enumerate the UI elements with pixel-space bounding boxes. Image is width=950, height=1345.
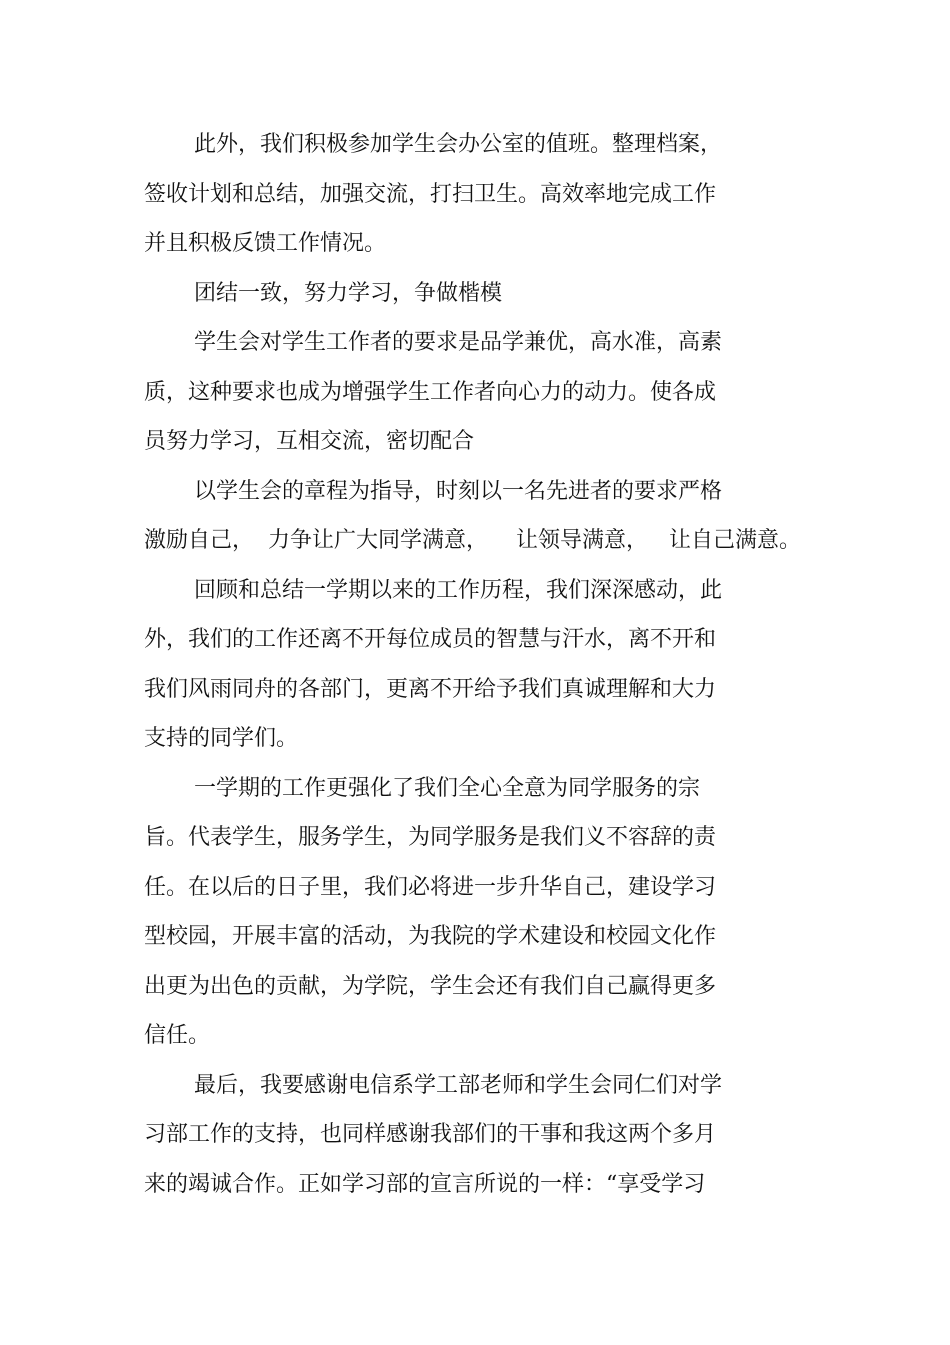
paragraph-line: 激励自己， 力争让广大同学满意， 让领导满意， 让自己满意。: [144, 528, 801, 553]
document-body: [144, 120, 804, 1209]
paragraph-line: 来的竭诚合作。正如学习部的宣言所说的一样：“享受学习: [144, 1171, 706, 1197]
paragraph-line: 员努力学习，互相交流，密切配合: [144, 429, 475, 454]
paragraph-line: 以学生会的章程为指导，时刻以一名先进者的要求严格: [194, 478, 723, 504]
paragraph-line: 习部工作的支持，也同样感谢我部们的干事和我这两个多月: [144, 1122, 717, 1147]
paragraph-line: 并且积极反馈工作情况。: [144, 231, 387, 256]
section-heading: 团结一致，努力学习，争做楷模: [194, 280, 503, 306]
paragraph-line: 旨。代表学生，服务学生，为同学服务是我们义不容辞的责: [144, 825, 717, 850]
paragraph-line: 我们风雨同舟的各部门，更离不开给予我们真诚理解和大力: [144, 676, 717, 702]
paragraph-line: 支持的同学们。: [144, 726, 299, 751]
paragraph-line: 外，我们的工作还离不开每位成员的智慧与汗水，离不开和: [144, 627, 717, 652]
paragraph-line: 信任。: [144, 1023, 211, 1048]
paragraph-line: 型校园，开展丰富的活动，为我院的学术建设和校园文化作: [144, 924, 717, 949]
paragraph-line: 签收计划和总结，加强交流，打扫卫生。高效率地完成工作: [144, 181, 717, 207]
paragraph-line: 学生会对学生工作者的要求是品学兼优，高水准，高素: [194, 330, 723, 355]
paragraph-line: 质，这种要求也成为增强学生工作者向心力的动力。使各成: [144, 379, 717, 405]
paragraph-line: 一学期的工作更强化了我们全心全意为同学服务的宗: [194, 775, 701, 801]
paragraph-line: 此外，我们积极参加学生会办公室的值班。整理档案，: [194, 132, 723, 157]
paragraph-line: 回顾和总结一学期以来的工作历程，我们深深感动，此: [194, 577, 723, 603]
paragraph-line: 出更为出色的贡献，为学院，学生会还有我们自己赢得更多: [144, 973, 717, 999]
paragraph-line: 任。在以后的日子里，我们必将进一步升华自己，建设学习: [144, 874, 717, 900]
paragraph-line: 最后，我要感谢电信系学工部老师和学生会同仁们对学: [194, 1072, 723, 1098]
